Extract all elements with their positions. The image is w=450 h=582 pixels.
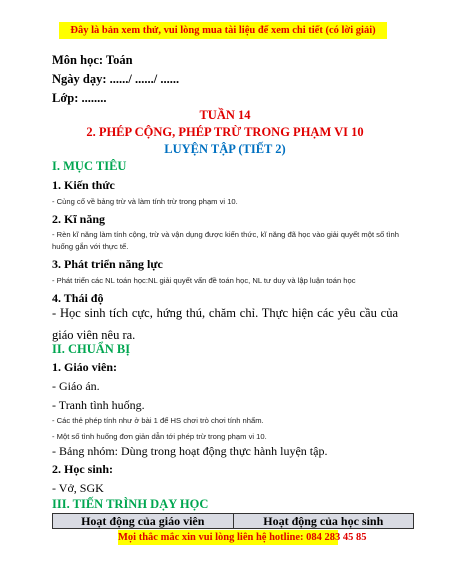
table-header-row [53,514,414,529]
section-objectives-title: I. MỤC TIÊU [52,159,127,173]
lesson-subtitle: LUYỆN TẬP (TIẾT 2) [164,142,286,156]
class-line: Lớp: ........ [52,91,107,105]
student-item-books: - Vở, SGK [52,481,104,495]
attitude-text: - Học sinh tích cực, hứng thú, chăm chỉ. Thực hiện các yêu cầu của giáo viên nêu ra. [52,306,398,342]
attitude-heading: 4. Thái độ [52,291,104,305]
student-heading: 2. Học sinh: [52,462,114,476]
subject-line: Môn học: Toán [52,53,133,67]
teacher-heading: 1. Giáo viên: [52,360,117,374]
competency-text: - Phát triển các NL toán học:NL giải quyết vấn đề toán học, NL tư duy và lập luận toán học [52,276,356,285]
teacher-activity-header: Hoạt động của giáo viên [53,514,234,529]
knowledge-heading: 1. Kiến thức [52,178,115,192]
knowledge-text: - Củng cố về bảng trừ và làm tính trừ trong phạm vi 10. [52,197,238,206]
teacher-item-picture: - Tranh tình huống. [52,398,145,412]
skills-text-line2: huống gắn với thực tế. [52,242,129,251]
teacher-item-cards: - Các thẻ phép tính như ở bài 1 để HS chơi trò chơi tính nhẩm. [52,416,264,425]
date-line: Ngày dạy: ....../ ....../ ...... [52,72,180,86]
skills-heading: 2. Kĩ năng [52,212,106,226]
activity-table [52,513,414,529]
hotline-footer: Mọi thắc mắc xin vui lòng liên hệ hotline: 084 283 45 85 [118,532,367,543]
student-activity-header: Hoạt động của học sinh [233,514,414,529]
section-procedure-title: III. TIẾN TRÌNH DẠY HỌC [52,497,209,511]
lesson-title: 2. PHÉP CỘNG, PHÉP TRỪ TRONG PHẠM VI 10 [86,125,364,139]
teacher-item-situations: - Một số tình huống đơn giản dẫn tới phép trừ trong phạm vi 10. [52,432,267,441]
section-preparation-title: II. CHUẨN BỊ [52,342,131,356]
teacher-item-group-board: - Bảng nhóm: Dùng trong hoạt động thực hành luyện tập. [52,444,328,458]
preview-banner: Đây là bản xem thử, vui lòng mua tài liệu để xem chi tiết (có lời giải) [59,22,387,39]
skills-text-line1: - Rèn kĩ năng làm tính cộng, trừ và vận dụng được kiến thức, kĩ năng đã học vào giải quyết một số tình [52,230,399,239]
week-title: TUẦN 14 [199,108,251,122]
competency-heading: 3. Phát triển năng lực [52,257,163,271]
teacher-item-lesson-plan: - Giáo án. [52,379,100,393]
